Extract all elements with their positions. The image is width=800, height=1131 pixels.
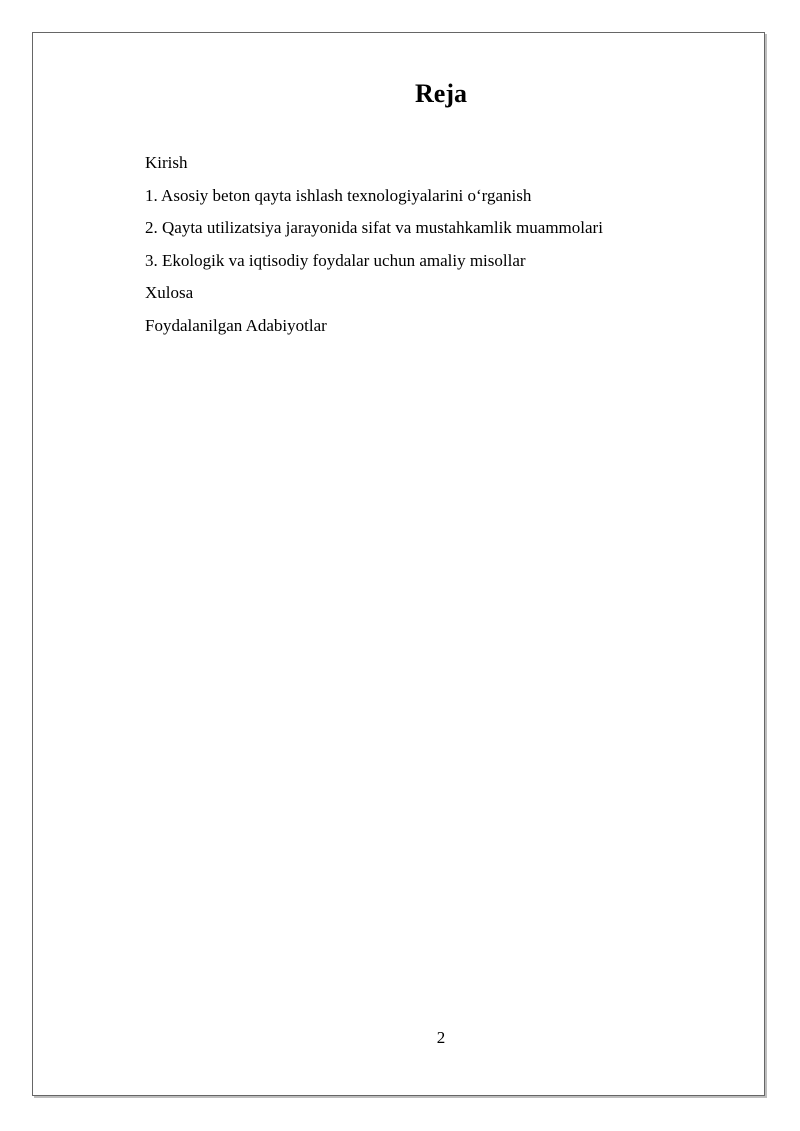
toc-item-3: 3. Ekologik va iqtisodiy foydalar uchun amaliy misollar bbox=[145, 250, 526, 270]
toc-item-adabiyotlar: Foydalanilgan Adabiyotlar bbox=[145, 315, 327, 335]
toc-item-1: 1. Asosiy beton qayta ishlash texnologiyalarini o‘rganish bbox=[145, 185, 532, 205]
toc-item-2: 2. Qayta utilizatsiya jarayonida sifat va mustahkamlik muammolari bbox=[145, 218, 603, 237]
toc-item-xulosa: Xulosa bbox=[145, 283, 194, 302]
page-number: 2 bbox=[436, 1028, 446, 1047]
table-of-contents bbox=[145, 147, 724, 342]
toc-item-kirish: Kirish bbox=[145, 153, 188, 172]
document-page bbox=[32, 32, 765, 1096]
page-title: Reja bbox=[415, 79, 467, 108]
